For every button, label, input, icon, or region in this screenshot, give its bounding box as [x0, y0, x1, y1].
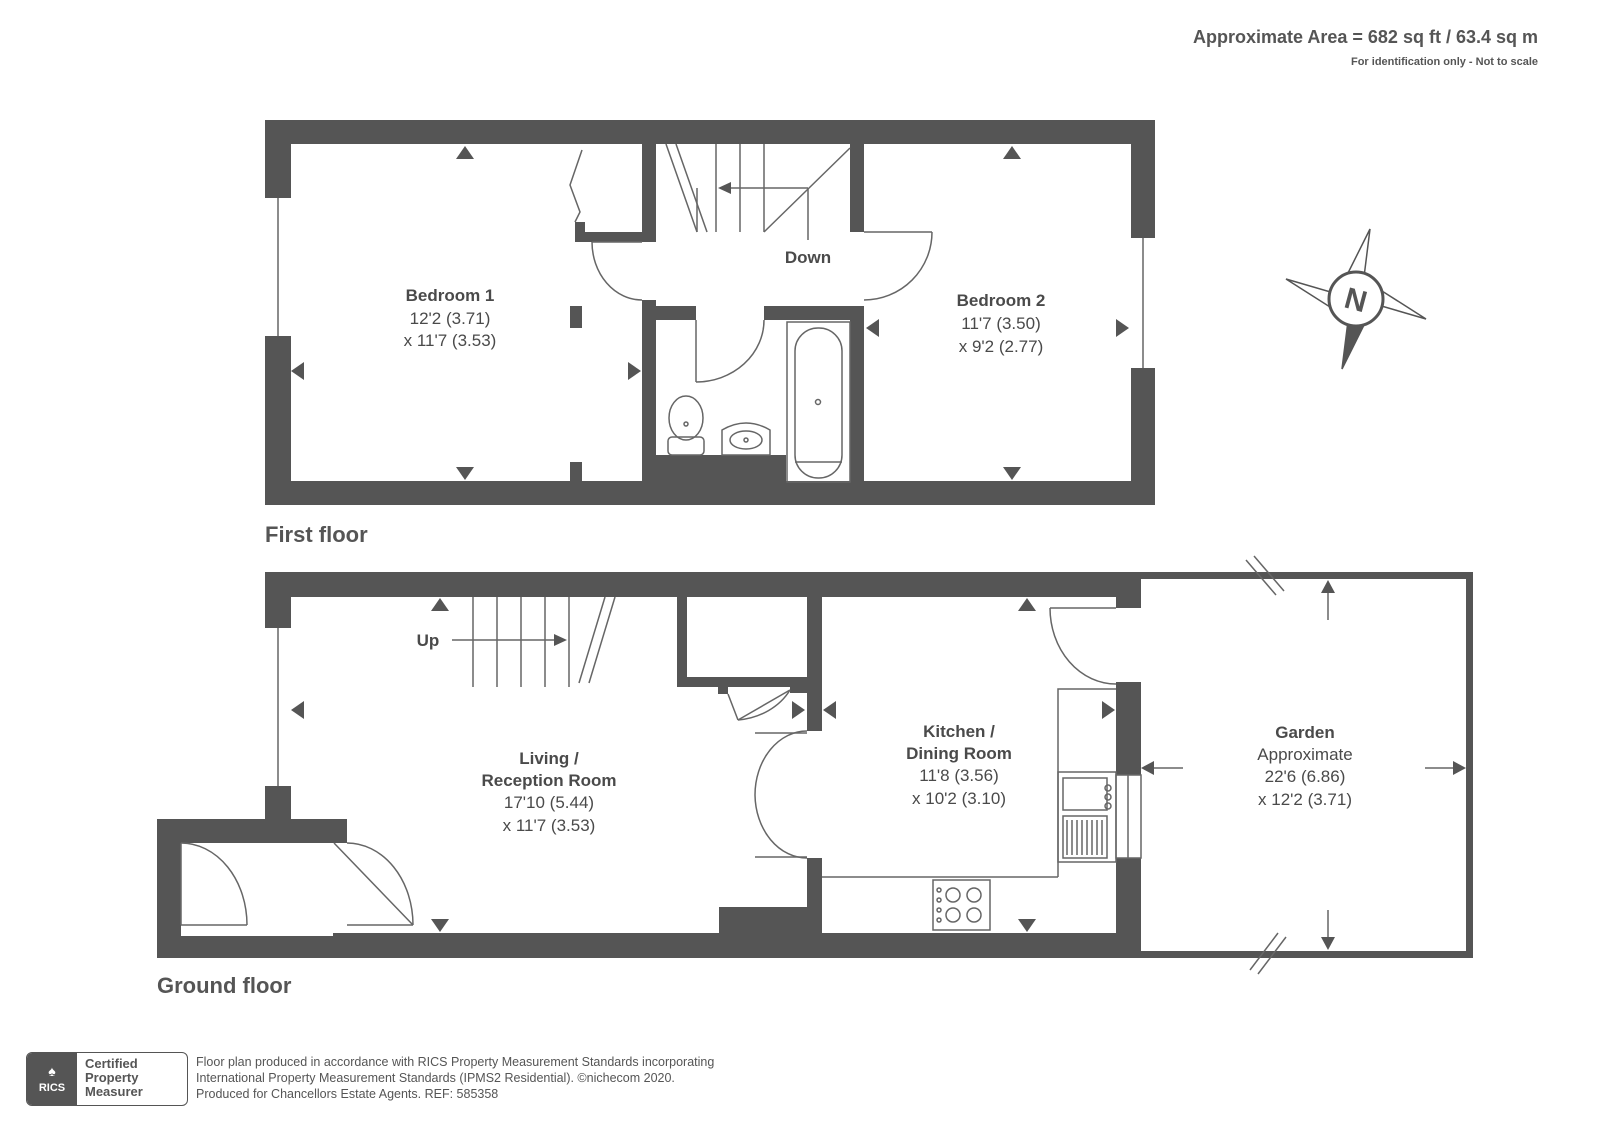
rics-certified-logo	[26, 1052, 188, 1106]
first-floor-lines	[278, 144, 1143, 482]
rics-badge	[27, 1053, 77, 1105]
first-floor-label: First floor	[265, 522, 368, 547]
footer-line-2: International Property Measurement Standards (IPMS2 Residential). ©nichecom 2020.	[196, 1071, 675, 1085]
stairs-down-label: Down	[784, 248, 832, 267]
certified-line-1: Certified	[85, 1056, 138, 1071]
approximate-area: Approximate Area = 682 sq ft / 63.4 sq m	[1193, 27, 1538, 47]
living-room-name-2: Reception Room	[481, 771, 617, 790]
ground-floor-text	[417, 631, 1353, 835]
first-floor-text	[404, 248, 1046, 356]
bedroom-1-dimension: 12'2 (3.71)	[409, 309, 491, 328]
bedroom-2-dimension-2: x 9'2 (2.77)	[958, 337, 1044, 356]
compass-north-letter: N	[1340, 281, 1371, 320]
stairs-up-label: Up	[416, 631, 440, 650]
first-floor-plan	[265, 120, 1155, 505]
garden-name: Garden	[1275, 723, 1335, 742]
garden-dimension: 22'6 (6.86)	[1264, 767, 1346, 786]
kitchen-dimension: 11'8 (3.56)	[919, 766, 999, 785]
ground-floor-label: Ground floor	[157, 973, 292, 998]
certified-text	[77, 1053, 143, 1105]
bedroom-1-dimension-2: x 11'7 (3.53)	[403, 331, 497, 350]
lion-emblem-icon: ♠	[48, 1063, 56, 1079]
bedroom-2-name: Bedroom 2	[956, 291, 1046, 310]
garden-dimension-2: x 12'2 (3.71)	[1258, 790, 1352, 809]
kitchen-name-2: Dining Room	[906, 744, 1012, 763]
compass-icon	[1286, 229, 1426, 369]
ground-floor-plan	[157, 572, 1473, 958]
kitchen-dimension-2: x 10'2 (3.10)	[912, 789, 1006, 808]
bedroom-1-name: Bedroom 1	[405, 286, 495, 305]
bedroom-2-dimension: 11'7 (3.50)	[961, 314, 1041, 333]
living-room-dimension-2: x 11'7 (3.53)	[502, 816, 596, 835]
living-room-name: Living /	[519, 749, 579, 768]
garden-note: Approximate	[1257, 745, 1353, 764]
footer-line-3: Produced for Chancellors Estate Agents. REF: 585358	[196, 1087, 499, 1101]
footer-notes	[196, 1054, 714, 1102]
ground-floor-arrows	[291, 580, 1466, 950]
kitchen-name: Kitchen /	[923, 722, 995, 741]
rics-text: RICS	[38, 1082, 66, 1094]
living-room-dimension: 17'10 (5.44)	[503, 793, 595, 812]
certified-line-3: Measurer	[85, 1084, 143, 1099]
scale-disclaimer: For identification only - Not to scale	[1350, 56, 1538, 68]
certified-line-2: Property	[85, 1070, 139, 1085]
footer-line-1: Floor plan produced in accordance with RICS Property Measurement Standards incorporating	[196, 1055, 715, 1069]
